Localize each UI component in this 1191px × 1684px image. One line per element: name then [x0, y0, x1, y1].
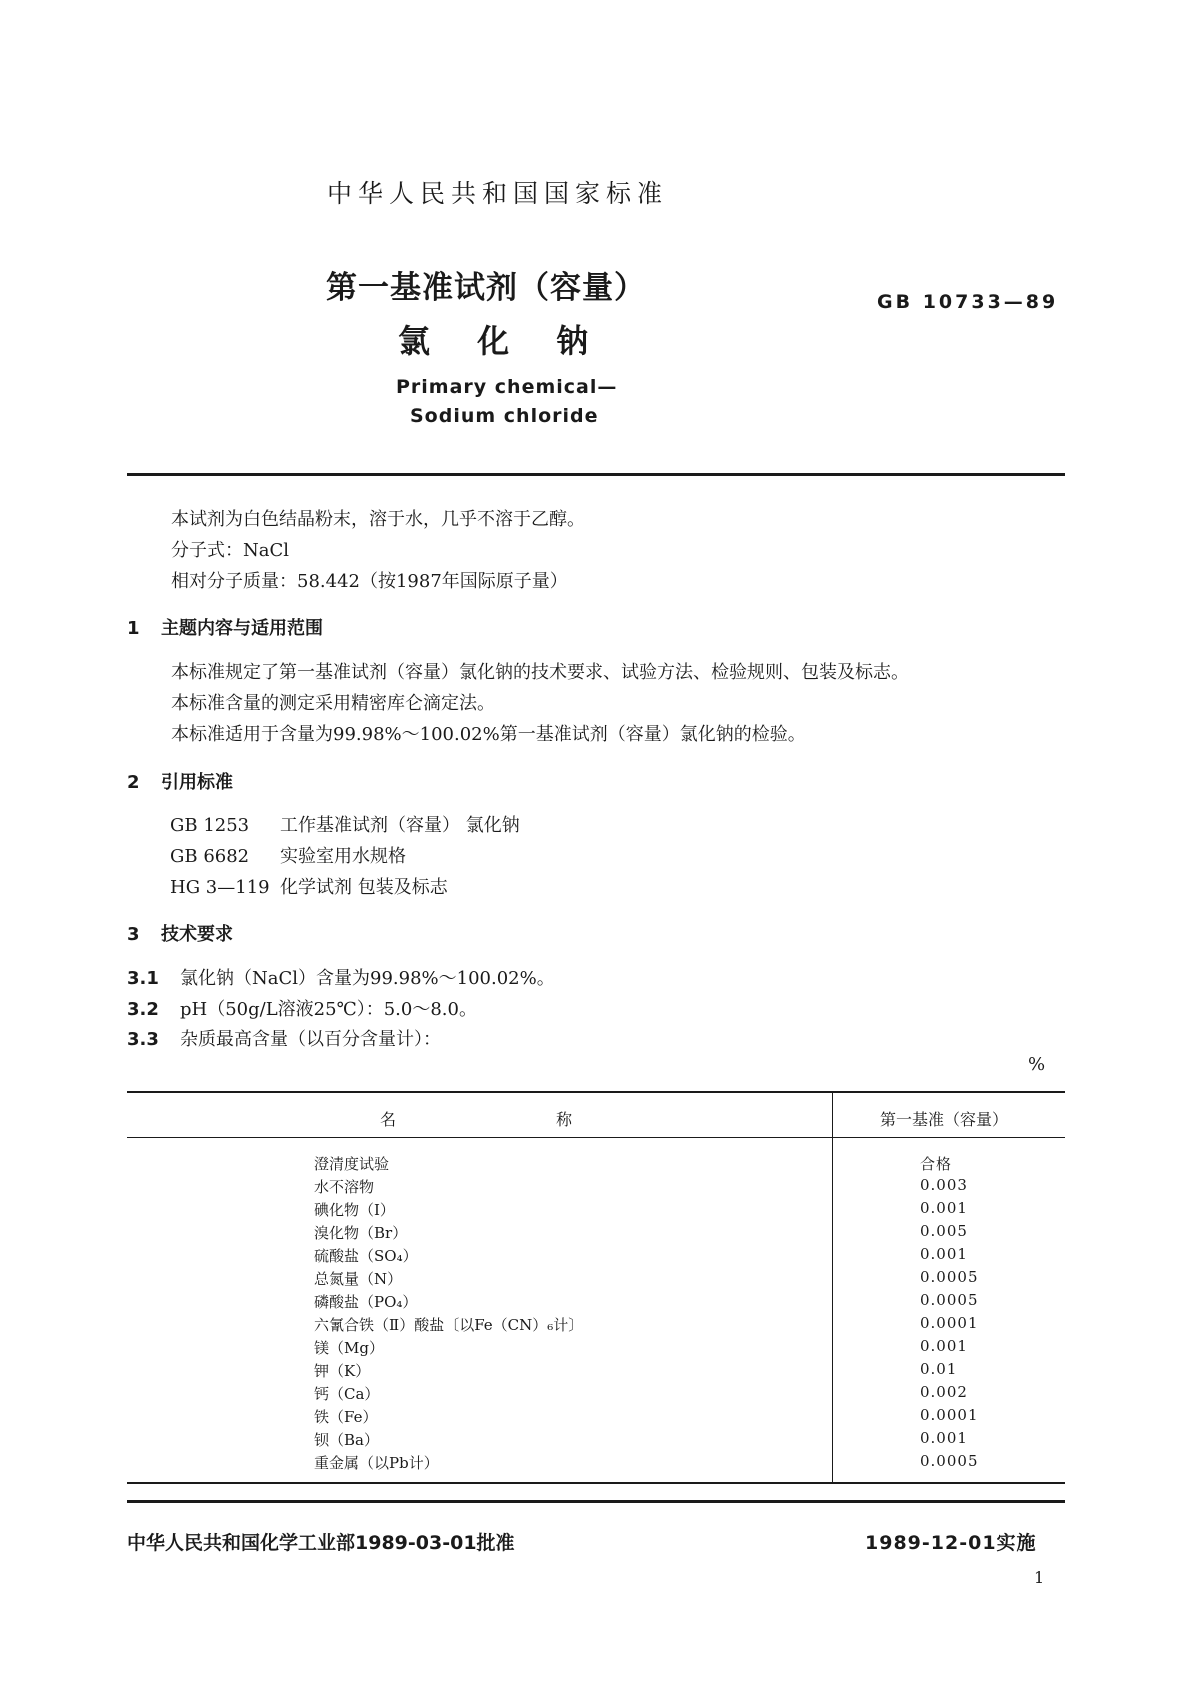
table-top-rule	[127, 1091, 1065, 1093]
effective-date: 1989-12-01实施	[865, 1532, 1037, 1554]
section-1-heading	[127, 614, 323, 640]
national-standard-label: 中华人民共和国国家标准	[327, 179, 669, 208]
table-bottom-rule	[127, 1482, 1065, 1484]
table-row-name: 钾（K）	[314, 1362, 371, 1380]
document-subtitle: 氯 化 钠	[398, 322, 607, 360]
intro-molecular-mass: 相对分子质量：58.442（按1987年国际原子量）	[171, 571, 568, 592]
table-column-divider	[832, 1092, 833, 1482]
intro-description: 本试剂为白色结晶粉末，溶于水，几乎不溶于乙醇。	[171, 509, 585, 530]
section-number: 1	[127, 618, 140, 639]
document-title: 第一基准试剂（容量）	[326, 270, 646, 306]
table-row-value: 0.001	[920, 1429, 968, 1447]
requirement-item	[127, 1025, 441, 1051]
table-row-value: 0.001	[920, 1199, 968, 1217]
table-row-name: 钡（Ba）	[314, 1431, 379, 1449]
table-row-value: 0.003	[920, 1176, 968, 1194]
section-number: 2	[127, 772, 140, 793]
table-row-name: 磷酸盐（PO₄）	[314, 1293, 418, 1311]
requirement-text: 杂质最高含量（以百分含量计）：	[180, 1029, 441, 1050]
section-2-heading	[127, 768, 233, 794]
section-1-line: 本标准适用于含量为99.98%～100.02%第一基准试剂（容量）氯化钠的检验。	[171, 724, 806, 745]
table-header-rule	[127, 1137, 1065, 1138]
table-row-name: 铁（Fe）	[314, 1408, 378, 1426]
requirement-number: 3.2	[127, 999, 159, 1020]
table-row-value: 合格	[920, 1155, 953, 1173]
table-header-name: 称	[556, 1110, 573, 1129]
footer-divider	[127, 1500, 1065, 1503]
requirement-item	[127, 964, 555, 990]
reference-title: 工作基准试剂（容量） 氯化钠	[280, 815, 520, 836]
approval-line: 中华人民共和国化学工业部1989-03-01批准	[127, 1532, 515, 1554]
table-row-name: 六氰合铁（Ⅱ）酸盐〔以Fe（CN）₆计〕	[314, 1316, 584, 1334]
english-title-line-2: Sodium chloride	[410, 405, 599, 427]
header-divider	[127, 473, 1065, 476]
table-header-grade: 第一基准（容量）	[880, 1110, 1009, 1129]
requirement-number: 3.3	[127, 1029, 159, 1050]
table-row-value: 0.0001	[920, 1406, 979, 1424]
section-title: 主题内容与适用范围	[161, 618, 323, 639]
table-row-value: 0.0005	[920, 1291, 979, 1309]
section-1-line: 本标准含量的测定采用精密库仑滴定法。	[171, 693, 495, 714]
table-row-value: 0.002	[920, 1383, 968, 1401]
table-row-name: 澄清度试验	[314, 1155, 390, 1173]
requirement-number: 3.1	[127, 968, 159, 989]
requirement-item	[127, 995, 477, 1021]
intro-formula: 分子式：NaCl	[171, 540, 290, 561]
table-row-name: 溴化物（Br）	[314, 1224, 408, 1242]
reference-code: GB 1253	[170, 815, 250, 836]
requirement-text: pH（50g/L溶液25℃）：5.0～8.0。	[180, 999, 477, 1020]
table-row-value: 0.005	[920, 1222, 968, 1240]
table-row-value: 0.0005	[920, 1268, 979, 1286]
table-header-name: 名	[380, 1110, 397, 1129]
section-1-line: 本标准规定了第一基准试剂（容量）氯化钠的技术要求、试验方法、检验规则、包装及标志。	[171, 662, 909, 683]
reference-title: 化学试剂 包装及标志	[280, 877, 448, 898]
reference-item	[170, 873, 448, 899]
table-row-value: 0.001	[920, 1337, 968, 1355]
section-number: 3	[127, 924, 140, 945]
table-row-name: 重金属（以Pb计）	[314, 1454, 439, 1472]
table-row-name: 硫酸盐（SO₄）	[314, 1247, 418, 1265]
table-unit: %	[1028, 1054, 1046, 1075]
table-row-name: 镁（Mg）	[314, 1339, 384, 1357]
section-3-heading	[127, 920, 233, 946]
english-title-line-1: Primary chemical—	[396, 376, 618, 398]
section-title: 技术要求	[161, 924, 233, 945]
reference-item	[170, 842, 406, 868]
table-row-value: 0.01	[920, 1360, 958, 1378]
table-row-value: 0.001	[920, 1245, 968, 1263]
table-row-value: 0.0005	[920, 1452, 979, 1470]
reference-item	[170, 811, 520, 837]
requirement-text: 氯化钠（NaCl）含量为99.98%～100.02%。	[180, 968, 555, 989]
table-row-name: 水不溶物	[314, 1178, 375, 1196]
table-row-value: 0.0001	[920, 1314, 979, 1332]
reference-code: GB 6682	[170, 846, 250, 867]
section-title: 引用标准	[161, 772, 233, 793]
table-row-name: 碘化物（I）	[314, 1201, 395, 1219]
page-number: 1	[1034, 1568, 1045, 1587]
standard-number: GB 10733—89	[877, 291, 1059, 313]
table-row-name: 总氮量（N）	[314, 1270, 403, 1288]
table-row-name: 钙（Ca）	[314, 1385, 380, 1403]
reference-title: 实验室用水规格	[280, 846, 406, 867]
reference-code: HG 3—119	[170, 877, 270, 898]
